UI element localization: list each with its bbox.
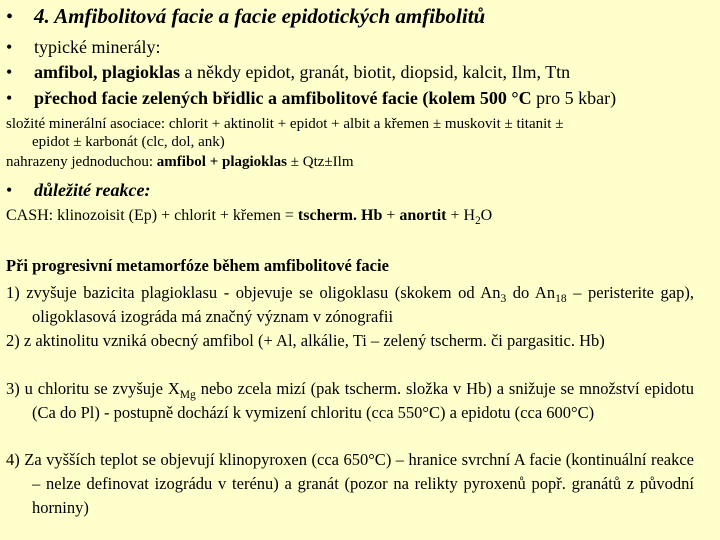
progression-item-2 (6, 329, 694, 353)
bullet-symbol: • (6, 62, 13, 82)
bullet-symbol: • (6, 37, 13, 57)
cash-end: O (480, 207, 493, 224)
item1-text-c: – peristerite gap), oligoklasová izográda má značný význam v zónografii (32, 283, 694, 326)
item1-text-b: do An (506, 283, 556, 302)
assoc-simple-assemblage: amfibol + plagioklas (156, 154, 288, 170)
bullet-bold-text: amfibol, plagioklas (34, 62, 181, 82)
item1-sub-2: 18 (555, 293, 567, 305)
bullet-text: pro 5 kbar) (531, 88, 617, 108)
bullet-amphibole-plagioclase (34, 62, 570, 83)
assoc-line-1: složité minerální asociace: chlorit + aktinolit + epidot + albit a křemen ± muskovit ± titanit ± (6, 116, 564, 132)
bullet-transition (34, 88, 616, 109)
item3-text-a: 3) u chloritu se zvyšuje X (6, 379, 180, 398)
cash-product-hb: tscherm. Hb (297, 207, 383, 224)
cash-reaction (6, 207, 492, 225)
progression-heading: Při progresivní metamorfóze během amfibolitové facie (6, 256, 389, 275)
item4-text: 4) Za vyšších teplot se objevují klinopyroxen (cca 650°C) – hranice svrchní A facie (kontinuální reakce – nelze definovat izográdu v terénu) a granát (pozor na relikty pyroxenů popř. granátů z původní horniny) (6, 450, 694, 517)
progression-item-1 (6, 281, 694, 329)
item1-sub-1: 3 (500, 293, 507, 305)
assoc-line-2: epidot ± karbonát (clc, dol, ank) (32, 134, 225, 150)
item1-text-a: 1) zvyšuje bazicita plagioklasu - objevuje se oligoklasu (skokem od An (6, 283, 501, 302)
assoc-replaced-text: nahrazeny jednoduchou: (6, 154, 157, 170)
page-title: 4. Amfibolitová facie a facie epidotických amfibolitů (34, 4, 486, 28)
item2-text: 2) z aktinolitu vzniká obecný amfibol (+ Al, alkálie, Ti – zelený tscherm. či pargasitic. Hb) (6, 331, 605, 350)
bullet-symbol: • (6, 180, 13, 200)
cash-subscript: 2 (475, 215, 481, 227)
cash-plain: CASH: klinozoisit (Ep) + chlorit + křemen = (6, 207, 298, 224)
progression-item-3 (6, 377, 694, 425)
assoc-tail: ± Qtz±Ilm (287, 154, 354, 170)
item3-sub: Mg (179, 389, 196, 401)
cash-water: + H (446, 207, 476, 224)
title-bullet: • (6, 6, 14, 28)
bullet-text: typické minerály: (34, 37, 161, 57)
bullet-bold-text: přechod facie zelených břidlic a amfibolitové facie (kolem 500 °C (34, 88, 532, 108)
progression-item-4 (6, 448, 694, 520)
bullet-text: a někdy epidot, granát, biotit, diopsid, kalcit, Ilm, Ttn (180, 62, 571, 82)
reactions-heading: důležité reakce: (34, 180, 151, 200)
bullet-typical-minerals (34, 37, 160, 58)
assoc-line-3 (6, 154, 353, 171)
cash-plus: + (382, 207, 400, 224)
bullet-symbol: • (6, 88, 13, 108)
item3-text-b: nebo zcela mizí (pak tscherm. složka v Hb) a snižuje se množství epidotu (Ca do Pl) - postupně dochází k vymizení chloritu (cca 550°C) a epidotu (cca 600°C) (32, 379, 694, 422)
cash-product-anorthite: anortit (399, 207, 447, 224)
